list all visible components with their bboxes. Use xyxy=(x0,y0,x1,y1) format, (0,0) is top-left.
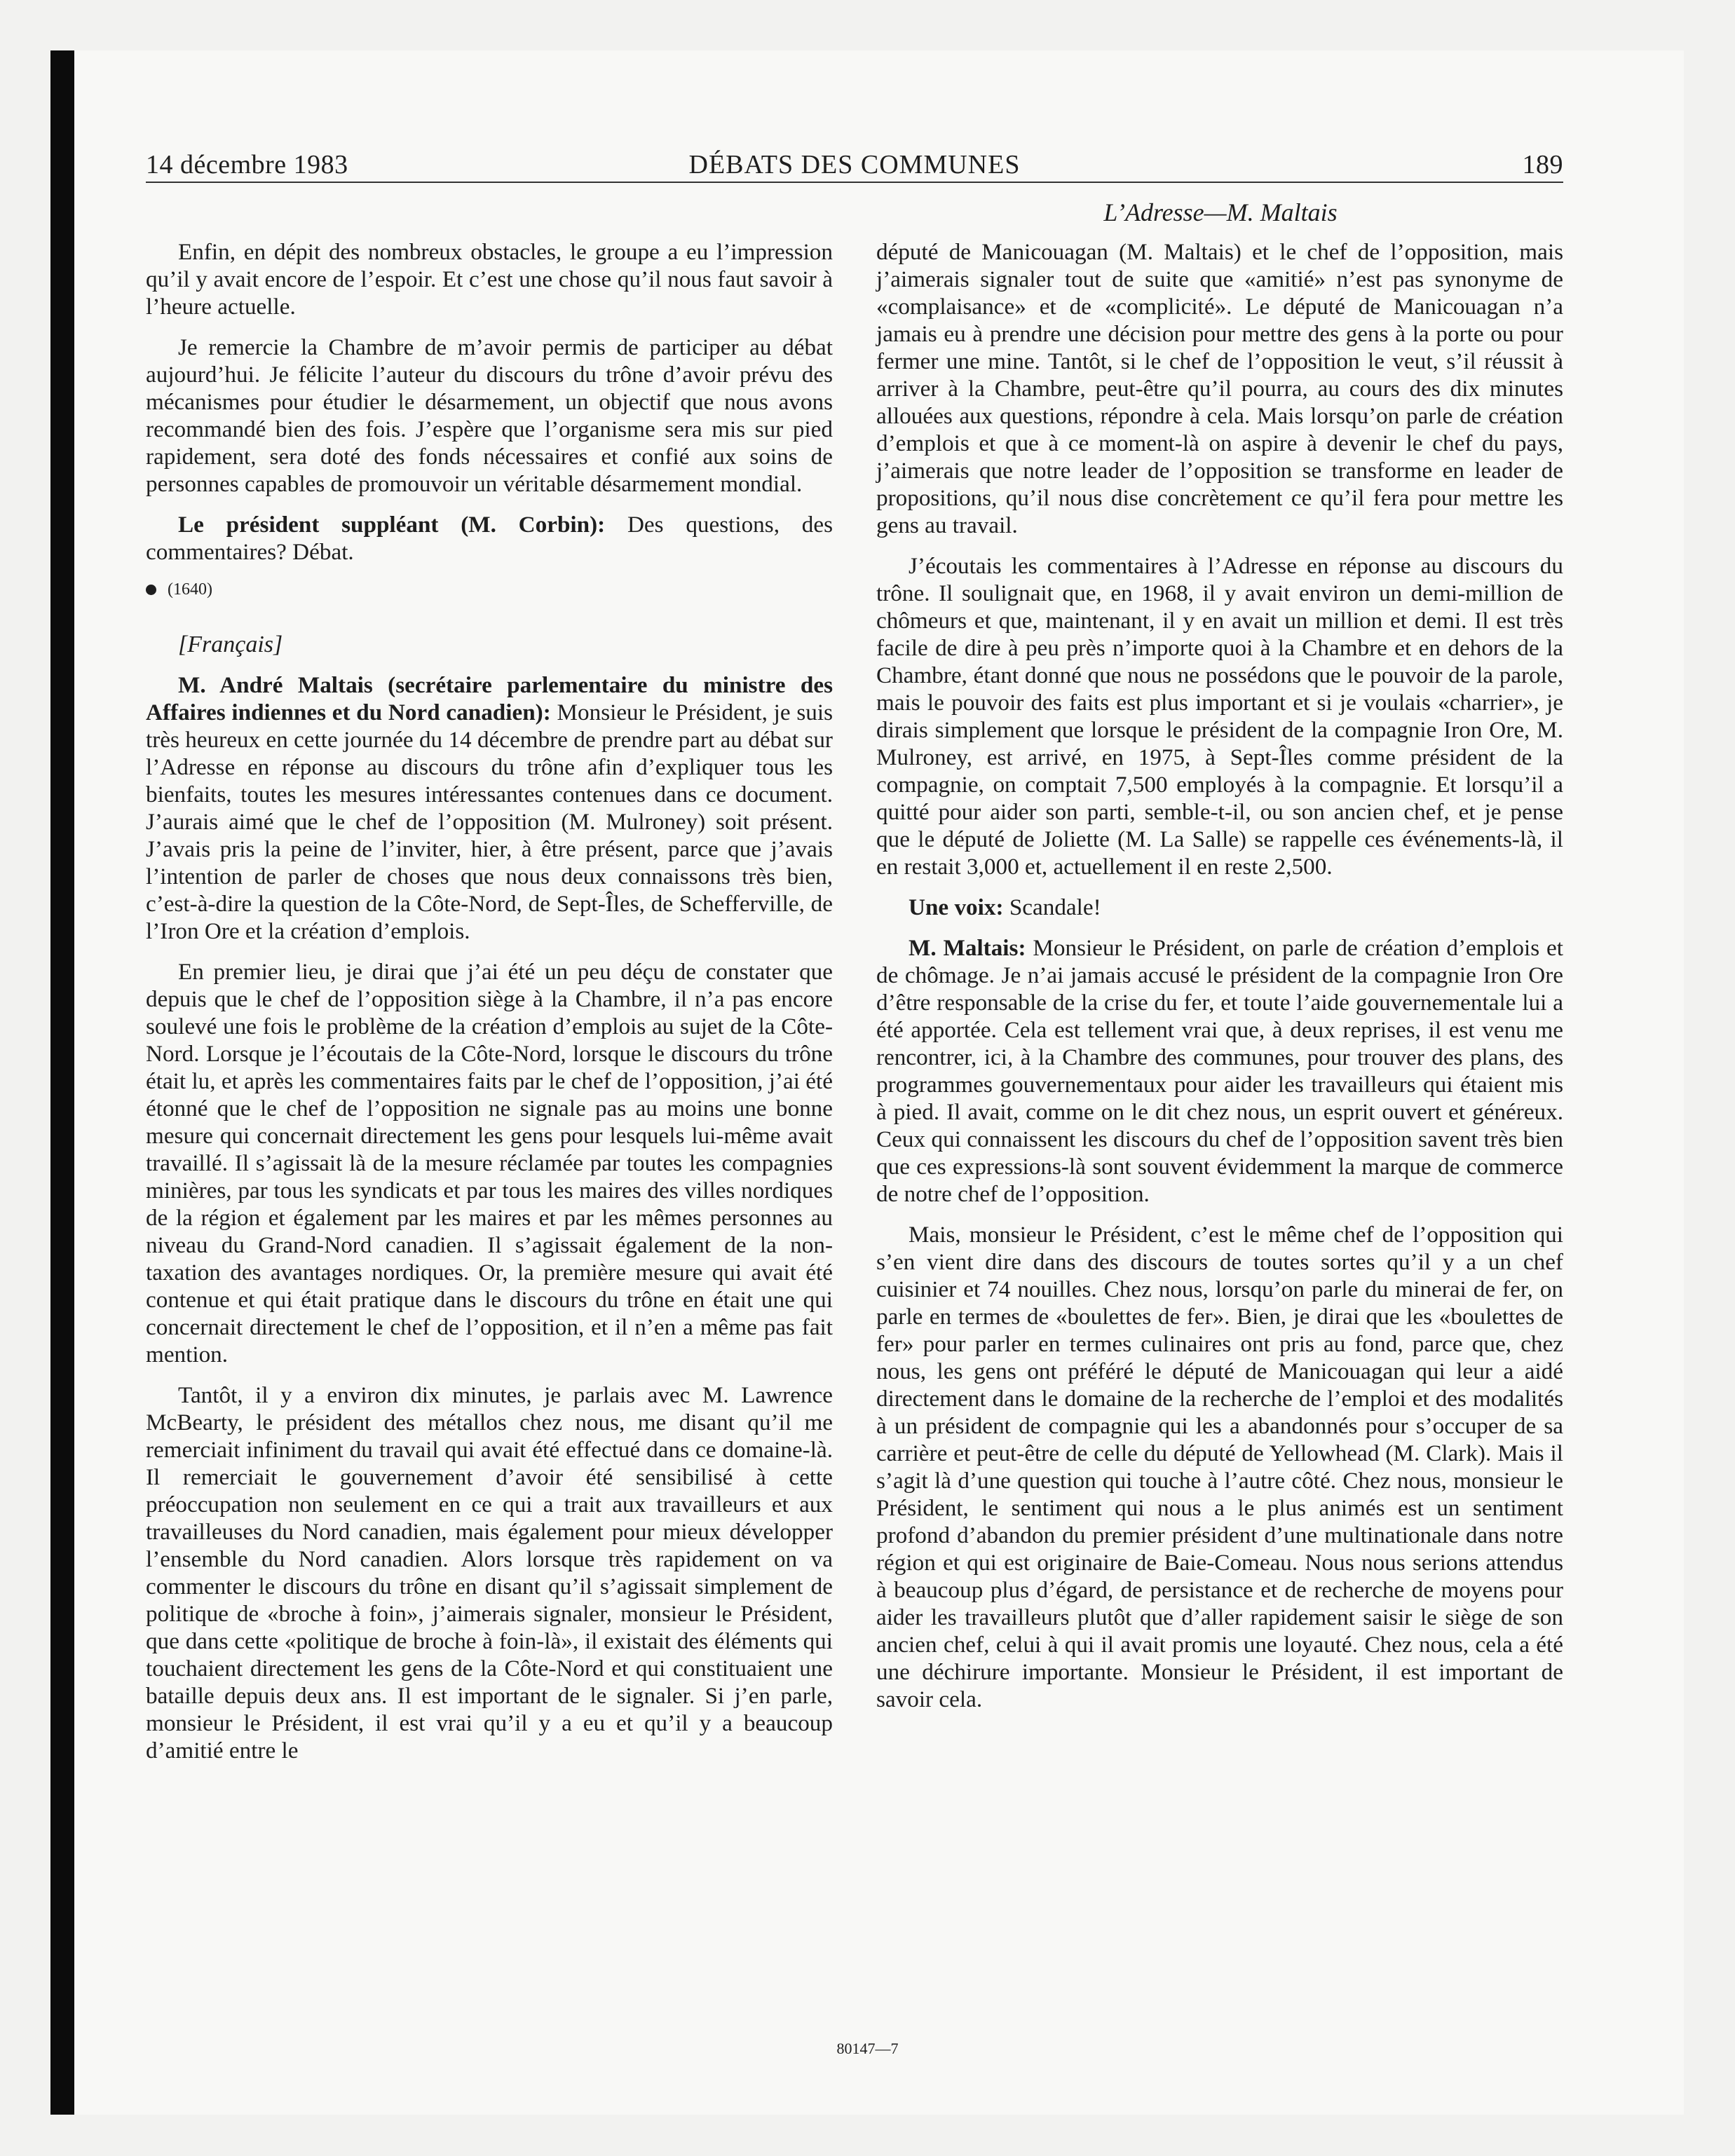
publication-title: DÉBATS DES COMMUNES xyxy=(688,150,1021,179)
speech-text: Scandale! xyxy=(1003,894,1101,920)
speech-text: Monsieur le Président, je suis très heureux en cette journée du 14 décembre de prendre part au débat sur l’Adresse en réponse au discours du trône afin d’expliquer tous les bienfaits, toutes les mesures intéressantes contenues dans ce document. J’aurais aimé que le chef de l’opposition (M. Mulroney) soit présent. J’avais pris la peine de l’inviter, hier, à être présent, parce que j’avais l’intention de parler de choses que nous deux connaissons très bien, c’est-à-dire la question de la Côte-Nord, de Sept-Îles, de Schefferville, de l’Iron Ore et la création d’emplois. xyxy=(146,700,833,944)
paragraph xyxy=(146,511,833,566)
binding-edge xyxy=(50,50,74,2115)
time-marker-text: (1640) xyxy=(168,580,212,599)
paragraph: Enfin, en dépit des nombreux obstacles, le groupe a eu l’impression qu’il y avait encore de l’espoir. Et c’est une chose qu’il nous faut savoir à l’heure actuelle. xyxy=(146,239,833,320)
header-rule xyxy=(146,182,1563,183)
paragraph: Mais, monsieur le Président, c’est le même chef de l’opposition qui s’en vient dire dans des discours de toutes sortes qu’il y a un chef cuisinier et 74 nouilles. Chez nous, lorsqu’on parle du minerai de fer, on parle en termes de «boulettes de fer». Bien, je dirai que les «boulettes de fer» pour parler en termes culinaires ont pris au fond, parce que, chez nous, les gens ont préféré le député de Manicouagan qui leur a aidé directement dans le domaine de la recherche de l’emploi et des modalités à un président de compagnie qui les a abandonnés pour s’occuper de sa carrière et peut-être de celle du député de Yellowhead (M. Clark). Mais il s’agit là d’une question qui touche à l’autre côté. Chez nous, monsieur le Président, le sentiment qui nous a le plus animés est un sentiment profond d’abandon du premier président d’une multinationale dans notre région et qui est originaire de Baie-Comeau. Nous nous serions attendus à beaucoup plus d’égard, de persistance et de recherche de moyens pour aider les travailleurs plutôt que d’aller rapidement saisir le siège de son ancien chef, celui à qui il avait promis une loyauté. Chez nous, cela a été une déchirure importante. Monsieur le Président, il est important de savoir cela. xyxy=(876,1222,1563,1712)
speech-text: Des questions, des commentaires? Débat. xyxy=(146,512,833,565)
speaker-name: Une voix: xyxy=(909,894,1004,920)
paragraph: Je remercie la Chambre de m’avoir permis de participer au débat aujourd’hui. Je félicite l’auteur du discours du trône d’avoir prévu des mécanismes pour étudier le désarmement, un objectif que nous avons recommandé bien des fois. J’espère que l’organisme sera mis sur pied rapidement, sera doté des fonds nécessaires et confié aux soins de personnes capables de promouvoir un véritable désarmement mondial. xyxy=(146,334,833,497)
paragraph: J’écoutais les commentaires à l’Adresse en réponse au discours du trône. Il soulignait que, en 1968, il y avait environ un demi-million de chômeurs et que, maintenant, il y en avait un million et demi. Il est très facile de dire à peu près n’importe quoi à la Chambre et en dehors de la Chambre, étant donné que nous ne possédons que le pouvoir de la parole, mais le pouvoir des faits est plus important et si je voulais «charrier», je dirais simplement que lorsque le président de la compagnie Iron Ore, M. Mulroney, est arrivé, en 1975, à Sept-Îles comme président de la compagnie, on comptait 7,500 employés à la compagnie. Et lorsqu’il a quitté pour aider son parti, semble-t-il, ou son ancien chef, et je pense que le député de Joliette (M. La Salle) se rappelle ces événements-là, il en restait 3,000 et, actuellement il en reste 2,500. xyxy=(876,553,1563,880)
language-tag: [Français] xyxy=(178,632,283,657)
paragraph: Tantôt, il y a environ dix minutes, je parlais avec M. Lawrence McBearty, le président des métallos chez nous, me disant qu’il me remerciait infiniment du travail qui avait été effectué dans ce domaine-là. Il remerciait le gouvernement d’avoir été sensibilisé à cette préoccupation non seulement en ce qui a trait aux travailleurs et aux travailleuses du Nord canadien, mais également pour mieux développer l’ensemble du Nord canadien. Alors lorsque très rapidement on va commenter le discours du trône en disant qu’il s’agissait simplement de politique de «broche à foin», j’aimerais signaler, monsieur le Président, que dans cette «politique de broche à foin-là», il existait des éléments qui touchaient directement les gens de la Côte-Nord et qui constituaient une bataille depuis deux ans. Il est important de le signaler. Si j’en parle, monsieur le Président, il est vrai qu’il y a eu et qu’il y a beaucoup d’amitié entre le xyxy=(146,1382,833,1763)
paragraph xyxy=(876,934,1563,1208)
speech-text: Monsieur le Président, on parle de création d’emplois et de chômage. Je n’ai jamais accusé le président de la compagnie Iron Ore d’être responsable de la crise du fer, et toute l’aide gouvernementale lui a été apportée. Cela est tellement vrai que, à deux reprises, il est venu me rencontrer, ici, à la Chambre des communes, pour trouver des plans, des programmes gouvernementaux pour aider les travailleurs qui étaient mis à pied. Il avait, comme on le dit chez nous, un esprit ouvert et généreux. Ceux qui connaissent les discours du chef de l’opposition savent très bien que ces expressions-là sont souvent évidemment la marque de commerce de notre chef de l’opposition. xyxy=(876,935,1563,1207)
time-marker xyxy=(146,579,833,600)
speaker-name: M. André Maltais (secrétaire parlementaire du ministre des Affaires indiennes et du Nord canadien): xyxy=(146,672,833,725)
page-number: 189 xyxy=(1522,150,1563,179)
speaker-name: Le président suppléant (M. Corbin): xyxy=(178,512,606,538)
bullet-icon xyxy=(146,585,156,595)
paragraph xyxy=(876,894,1563,921)
right-column xyxy=(876,238,1563,1726)
running-header xyxy=(146,149,1563,181)
paragraph: député de Manicouagan (M. Maltais) et le chef de l’opposition, mais j’aimerais signaler tout de suite que «amitié» n’est pas synonyme de «complaisance» et de «complicité». Le député de Manicouagan n’a jamais eu à prendre une décision pour mettre des gens à la porte ou pour fermer une mine. Tantôt, si le chef de l’opposition le veut, s’il réussit à arriver à la Chambre, peut-être qu’il pourra, au cours des dix minutes allouées aux questions, répondre à cela. Mais lorsqu’on parle de création d’emplois et que à ce moment-là on aspire à devenir le chef du pays, j’aimerais que notre leader de l’opposition se transforme en leader de propositions, qu’il nous dise concrètement ce qu’il fera pour mettre les gens au travail. xyxy=(876,239,1563,538)
paragraph: En premier lieu, je dirai que j’ai été un peu déçu de constater que depuis que le chef de l’opposition siège à la Chambre, il n’a pas encore soulevé une fois le problème de la création d’emplois au sujet de la Côte-Nord. Lorsque je l’écoutais de la Côte-Nord, lorsque le discours du trône était lu, et après les commentaires faits par le chef de l’opposition, j’ai été étonné que le chef de l’opposition ne signale pas au moins une bonne mesure qui concernait directement les gens pour lesquels lui-même avait travaillé. Il s’agissait là de la mesure réclamée par toutes les compagnies minières, par tous les syndicats et par tous les maires des villes nordiques de la région et également par les maires et par les mêmes personnes au niveau du Grand-Nord canadien. Il s’agissait également de la non-taxation des avantages nordiques. Or, la première mesure qui avait été contenue et qui était pratique dans le discours du trône en était une qui concernait directement le chef de l’opposition, et il n’en a même pas fait mention. xyxy=(146,959,833,1367)
left-column xyxy=(146,238,833,1778)
header-date: 14 décembre 1983 xyxy=(146,150,348,179)
column-heading: L’Adresse—M. Maltais xyxy=(1103,198,1338,226)
footer-code: 80147—7 xyxy=(836,2040,899,2057)
speaker-name: M. Maltais: xyxy=(909,935,1026,961)
paragraph xyxy=(146,671,833,945)
